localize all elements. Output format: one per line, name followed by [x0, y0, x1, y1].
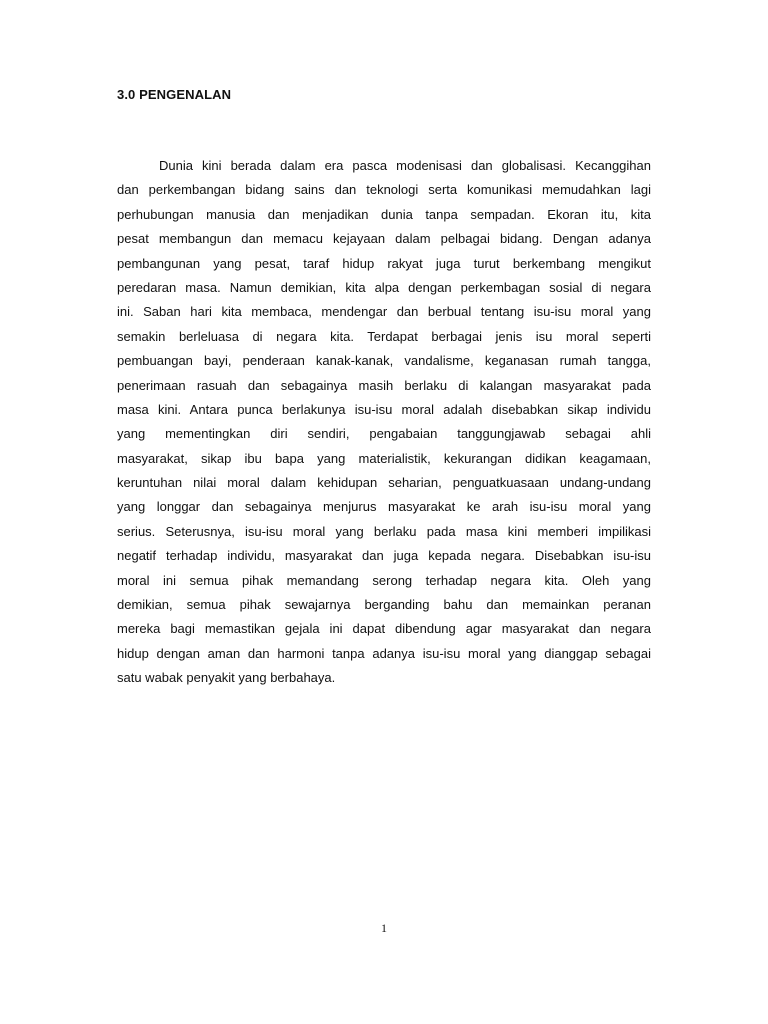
paragraph-line: moral ini semua pihak memandang serong terhadap negara kita. Oleh yang — [117, 572, 651, 588]
paragraph-line: demikian, semua pihak sewajarnya berganding bahu dan memainkan peranan — [117, 597, 651, 613]
section-heading: 3.0 PENGENALAN — [117, 87, 232, 102]
paragraph-line: peredaran masa. Namun demikian, kita alpa dengan perkembagan sosial di negara — [117, 279, 651, 295]
paragraph-line: hidup dengan aman dan harmoni tanpa adanya isu-isu moral yang dianggap sebagai — [117, 645, 651, 661]
paragraph-line: pembuangan bayi, penderaan kanak-kanak, vandalisme, keganasan rumah tangga, — [117, 353, 651, 369]
paragraph-line: Dunia kini berada dalam era pasca modenisasi dan globalisasi. Kecanggihan — [159, 158, 651, 173]
paragraph-line: mereka bagi memastikan gejala ini dapat dibendung agar masyarakat dan negara — [117, 621, 651, 637]
paragraph-line: satu wabak penyakit yang berbahaya. — [117, 670, 336, 686]
paragraph-line: pesat membangun dan memacu kejayaan dalam pelbagai bidang. Dengan adanya — [117, 231, 651, 247]
paragraph-line: serius. Seterusnya, isu-isu moral yang berlaku pada masa kini memberi impilikasi — [117, 523, 651, 539]
paragraph-line: pembangunan yang pesat, taraf hidup rakyat juga turut berkembang mengikut — [117, 255, 651, 271]
paragraph-line: ini. Saban hari kita membaca, mendengar dan berbual tentang isu-isu moral yang — [117, 304, 651, 320]
paragraph-line: masa kini. Antara punca berlakunya isu-isu moral adalah disebabkan sikap individu — [117, 401, 651, 417]
paragraph-line: yang mementingkan diri sendiri, pengabaian tanggungjawab sebagai ahli — [117, 426, 651, 442]
paragraph-line: semakin berleluasa di negara kita. Terdapat berbagai jenis isu moral seperti — [117, 328, 651, 344]
paragraph-line: dan perkembangan bidang sains dan teknologi serta komunikasi memudahkan lagi — [117, 182, 651, 198]
paragraph-line: keruntuhan nilai moral dalam kehidupan seharian, penguatkuasaan undang-undang — [117, 475, 651, 491]
paragraph-line: masyarakat, sikap ibu bapa yang materialistik, kekurangan didikan keagamaan, — [117, 450, 651, 466]
page-number: 1 — [381, 921, 387, 935]
paragraph-line: negatif terhadap individu, masyarakat dan juga kepada negara. Disebabkan isu-isu — [117, 548, 651, 564]
body-paragraph — [117, 157, 651, 694]
paragraph-line: yang longgar dan sebagainya menjurus masyarakat ke arah isu-isu moral yang — [117, 499, 651, 515]
paragraph-line: perhubungan manusia dan menjadikan dunia tanpa sempadan. Ekoran itu, kita — [117, 206, 651, 222]
paragraph-line: penerimaan rasuah dan sebagainya masih berlaku di kalangan masyarakat pada — [117, 377, 651, 393]
